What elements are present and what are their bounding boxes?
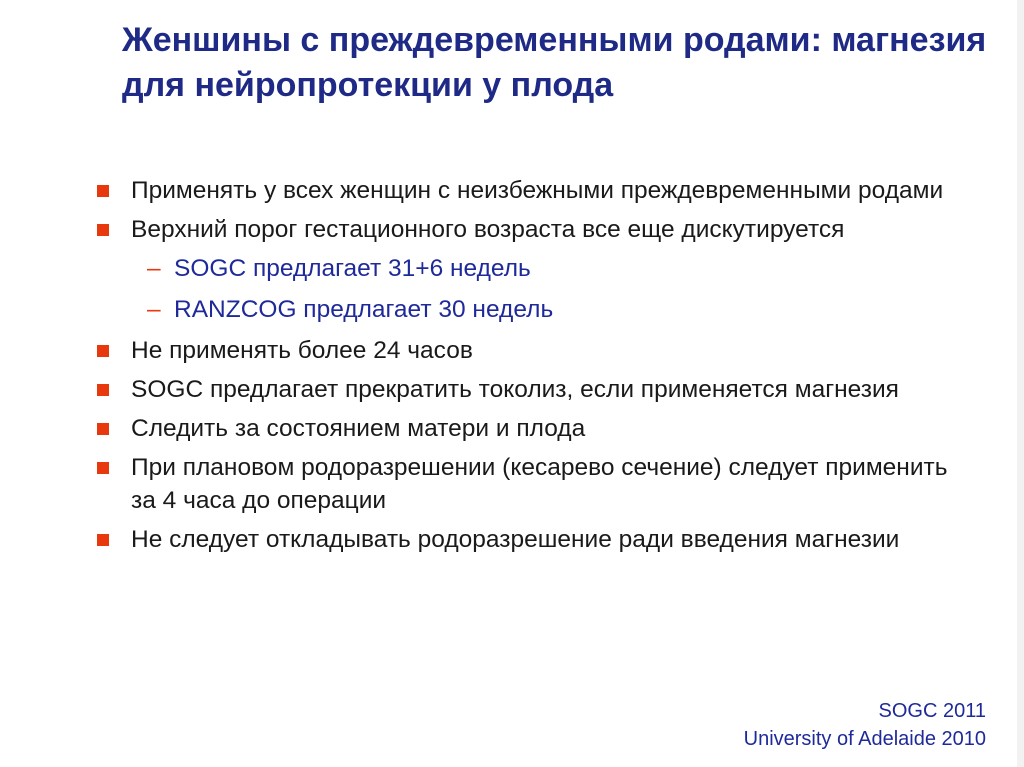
square-bullet-icon [97,384,109,396]
square-bullet-icon [97,345,109,357]
square-bullet-icon [97,224,109,236]
square-bullet-icon [97,423,109,435]
square-bullet-icon [97,185,109,197]
bullet-item [94,174,974,207]
sub-bullet-text: RANZCOG предлагает 30 недель [174,296,554,323]
bullet-text: Верхний порог гестационного возраста все еще дискутируется [131,216,845,243]
bullet-text: Не следует откладывать родоразрешение ради введения магнезии [131,526,900,553]
bullet-text: Применять у всех женщин с неизбежными преждевременными родами [131,177,944,204]
slide-edge [1017,0,1024,767]
source-citation [744,697,986,753]
bullet-item [94,523,974,556]
bullet-item [94,451,974,517]
sub-bullet-item [94,252,974,285]
dash-bullet-icon: – [147,296,161,323]
source-line-1: SOGC 2011 [878,700,986,722]
bullet-text: SOGC предлагает прекратить токолиз, если применяется магнезия [131,376,899,403]
source-line-2: University of Adelaide 2010 [743,728,986,750]
square-bullet-icon [97,534,109,546]
slide-title: Женшины с преждевременными родами: магнезия для нейропротекции у плода [122,21,987,104]
sub-bullet-text: SOGC предлагает 31+6 недель [174,255,531,282]
bullet-item [94,334,974,367]
bullet-text: При плановом родоразрешении (кесарево сечение) следует применить за 4 часа до операции [131,454,948,514]
bullet-text: Не применять более 24 часов [131,337,473,364]
bullet-item [94,373,974,406]
square-bullet-icon [97,462,109,474]
bullet-list [94,174,974,562]
bullet-item [94,213,974,246]
bullet-text: Следить за состоянием матери и плода [131,415,586,442]
bullet-item [94,412,974,445]
dash-bullet-icon: – [147,255,161,282]
sub-bullet-item [94,293,974,326]
